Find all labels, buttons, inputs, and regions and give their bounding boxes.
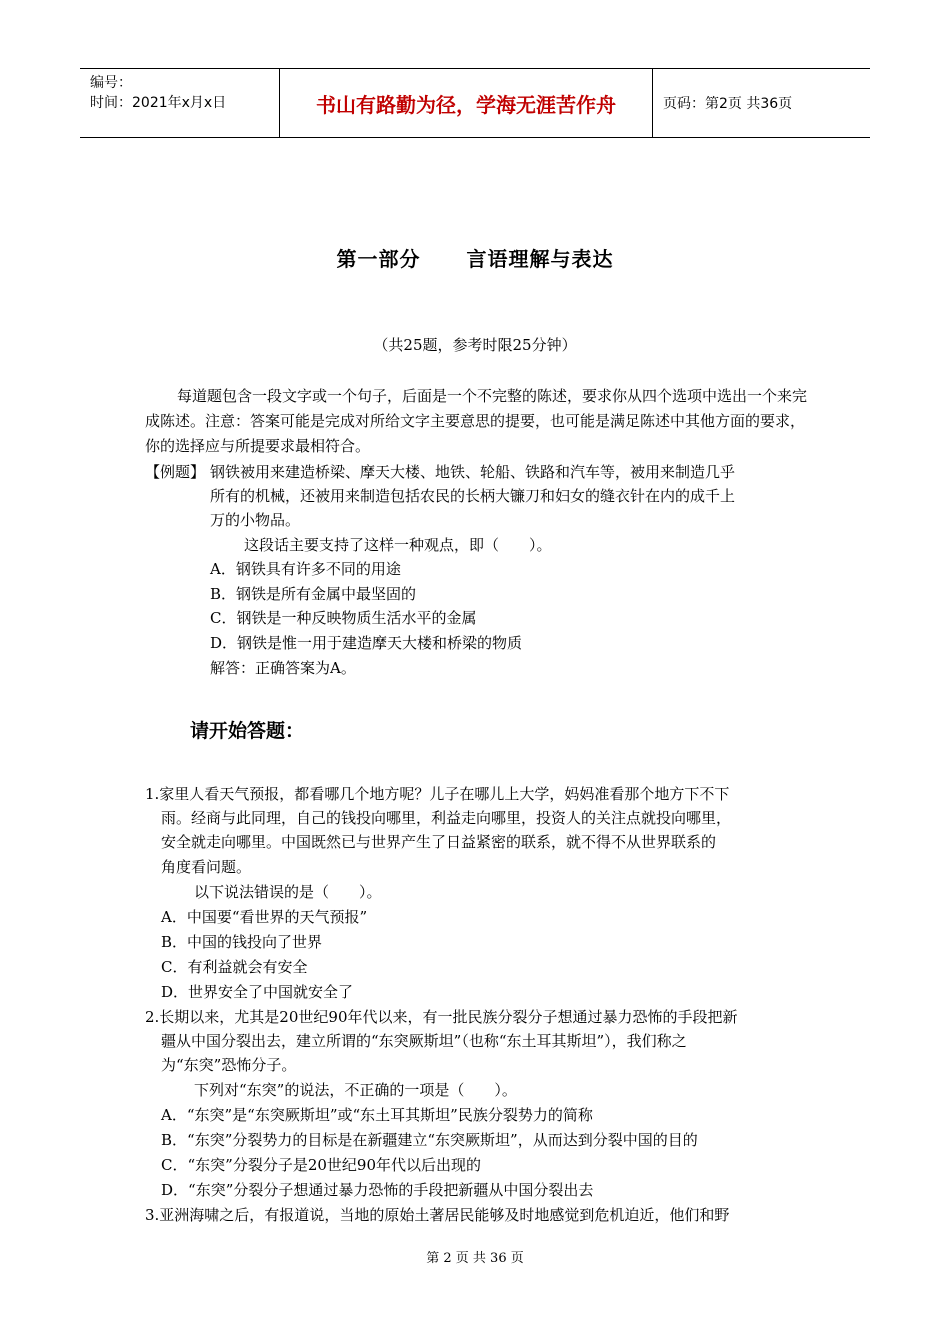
question-text: 角度看问题。 xyxy=(161,858,252,876)
header-motto: 书山有路勤为径，学海无涯苦作舟 xyxy=(280,69,653,137)
question-prompt: 下列对“东突”的说法，不正确的一项是（ ）。 xyxy=(194,1081,517,1099)
question-option: A．中国要“看世界的天气预报” xyxy=(161,908,368,926)
example-answer xyxy=(210,656,356,680)
question-option: B．中国的钱投向了世界 xyxy=(161,933,323,951)
question-prompt: 以下说法错误的是（ ）。 xyxy=(194,883,382,901)
question-option: C．“东突”分裂分子是20世纪90年代以后出现的 xyxy=(161,1156,481,1174)
title-part: 第一部分 xyxy=(336,247,421,271)
question-text: 雨。经商与此同理，自己的钱投向哪里，利益走向哪里，投资人的关注点就投向哪里， xyxy=(161,809,732,827)
question-option: C．有利益就会有安全 xyxy=(161,958,308,976)
example-question: 这段话主要支持了这样一种观点，即（ ）。 xyxy=(244,536,552,554)
answer-label: 解答： xyxy=(210,659,256,677)
example-option: A．钢铁具有许多不同的用途 xyxy=(210,560,401,578)
question-text: 为“东突”恐怖分子。 xyxy=(161,1056,297,1074)
page-header xyxy=(80,68,870,138)
subtitle: （共25题，参考时限25分钟） xyxy=(373,336,577,354)
header-page-info: 页码：第2页 共36页 xyxy=(663,96,793,112)
question-text: 3.亚洲海啸之后，有报道说，当地的原始土著居民能够及时地感觉到危机迫近，他们和野 xyxy=(145,1206,730,1224)
title-name: 言语理解与表达 xyxy=(466,247,614,271)
example-label: 【例题】 xyxy=(145,463,206,481)
example-option: B．钢铁是所有金属中最坚固的 xyxy=(210,585,417,603)
question-text: 安全就走向哪里。中国既然已与世界产生了日益紧密的联系，就不得不从世界联系的 xyxy=(161,833,717,851)
code-label: 编号： xyxy=(90,75,132,91)
answer-text: 正确答案为A。 xyxy=(255,659,356,677)
question-option: A．“东突”是“东突厥斯坦”或“东土耳其斯坦”民族分裂势力的简称 xyxy=(161,1106,593,1124)
question-text: 疆从中国分裂出去，建立所谓的“东突厥斯坦”（也称“东土耳其斯坦”），我们称之 xyxy=(161,1032,687,1050)
page-footer: 第 2 页 共 36 页 xyxy=(426,1251,524,1266)
question-option: D．世界安全了中国就安全了 xyxy=(161,983,354,1001)
time-label: 时间：2021年x月x日 xyxy=(90,95,227,111)
page-title xyxy=(0,243,950,272)
question-option: B．“东突”分裂势力的目标是在新疆建立“东突厥斯坦”，从而达到分裂中国的目的 xyxy=(161,1131,698,1149)
question-option: D．“东突”分裂分子想通过暴力恐怖的手段把新疆从中国分裂出去 xyxy=(161,1181,594,1199)
example-line: 钢铁被用来建造桥梁、摩天大楼、地铁、轮船、铁路和汽车等，被用来制造几乎 xyxy=(210,463,736,481)
question-text: 1.家里人看天气预报，都看哪几个地方呢？儿子在哪儿上大学，妈妈准看那个地方下不下 xyxy=(145,785,730,803)
example-option: C．钢铁是一种反映物质生活水平的金属 xyxy=(210,609,477,627)
header-meta xyxy=(80,69,280,137)
example-line: 所有的机械，还被用来制造包括农民的长柄大镰刀和妇女的缝衣针在内的成千上 xyxy=(210,487,736,505)
example-option: D．钢铁是惟一用于建造摩天大楼和桥梁的物质 xyxy=(210,634,523,652)
start-heading: 请开始答题： xyxy=(190,720,305,742)
instructions: 每道题包含一段文字或一个句子，后面是一个不完整的陈述，要求你从四个选项中选出一个来完成陈述。注意：答案可能是完成对所给文字主要意思的提要，也可能是满足陈述中其他方面的要求，你的选择应与所提要求最相符合。 xyxy=(145,387,808,455)
question-text: 2.长期以来，尤其是20世纪90年代以来，有一批民族分裂分子想通过暴力恐怖的手段把新 xyxy=(145,1008,738,1026)
example-line: 万的小物品。 xyxy=(210,511,301,529)
